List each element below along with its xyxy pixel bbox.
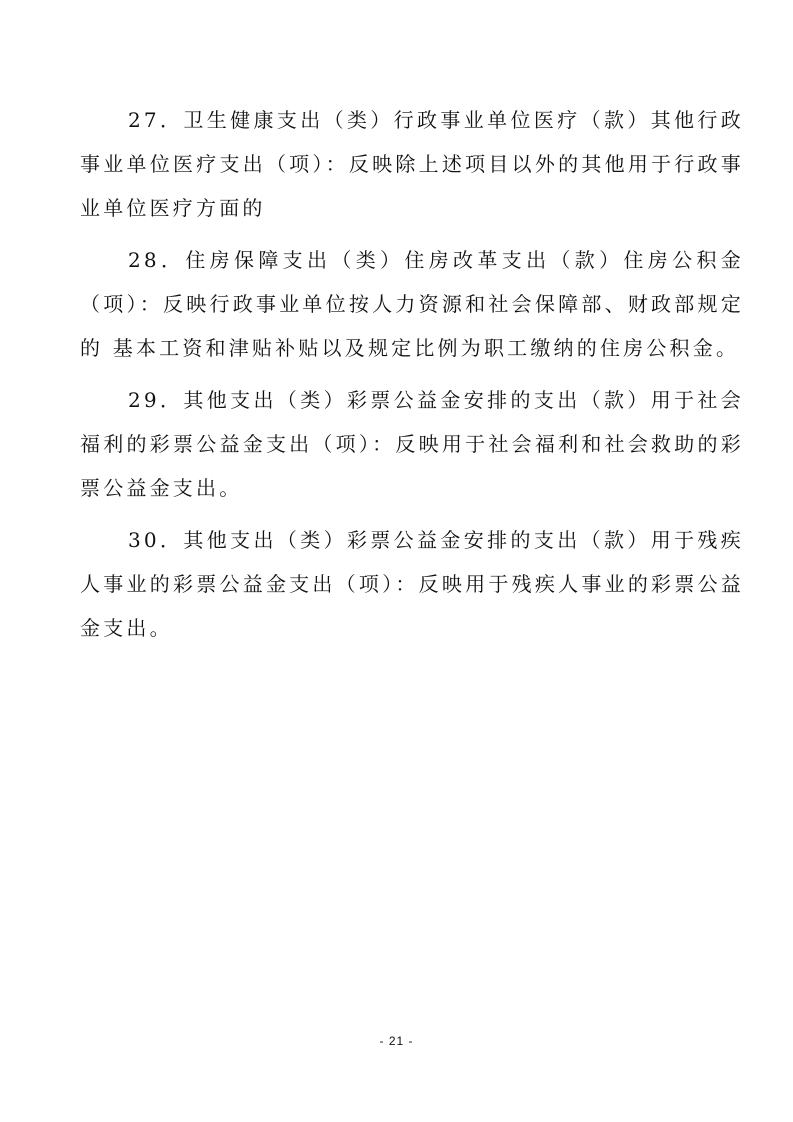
paragraph-item-30: 30．其他支出（类）彩票公益金安排的支出（款）用于残疾人事业的彩票公益金支出（项）：反映用于残疾人事业的彩票公益金支出。 (80, 528, 744, 640)
paragraph-item-28: 28．住房保障支出（类）住房改革支出（款）住房公积金（项）：反映行政事业单位按人力资源和社会保障部、财政部规定的 基本工资和津贴补贴以及规定比例为职工缴纳的住房公积金。 (80, 248, 744, 360)
document-body (80, 98, 744, 658)
page-number: - 21 - (379, 1034, 414, 1048)
paragraph-item-27: 27．卫生健康支出（类）行政事业单位医疗（款）其他行政事业单位医疗支出（项）：反映除上述项目以外的其他用于行政事业单位医疗方面的 (80, 108, 744, 220)
paragraph-item-29: 29．其他支出（类）彩票公益金安排的支出（款）用于社会福利的彩票公益金支出（项）：反映用于社会福利和社会救助的彩票公益金支出。 (80, 388, 744, 500)
